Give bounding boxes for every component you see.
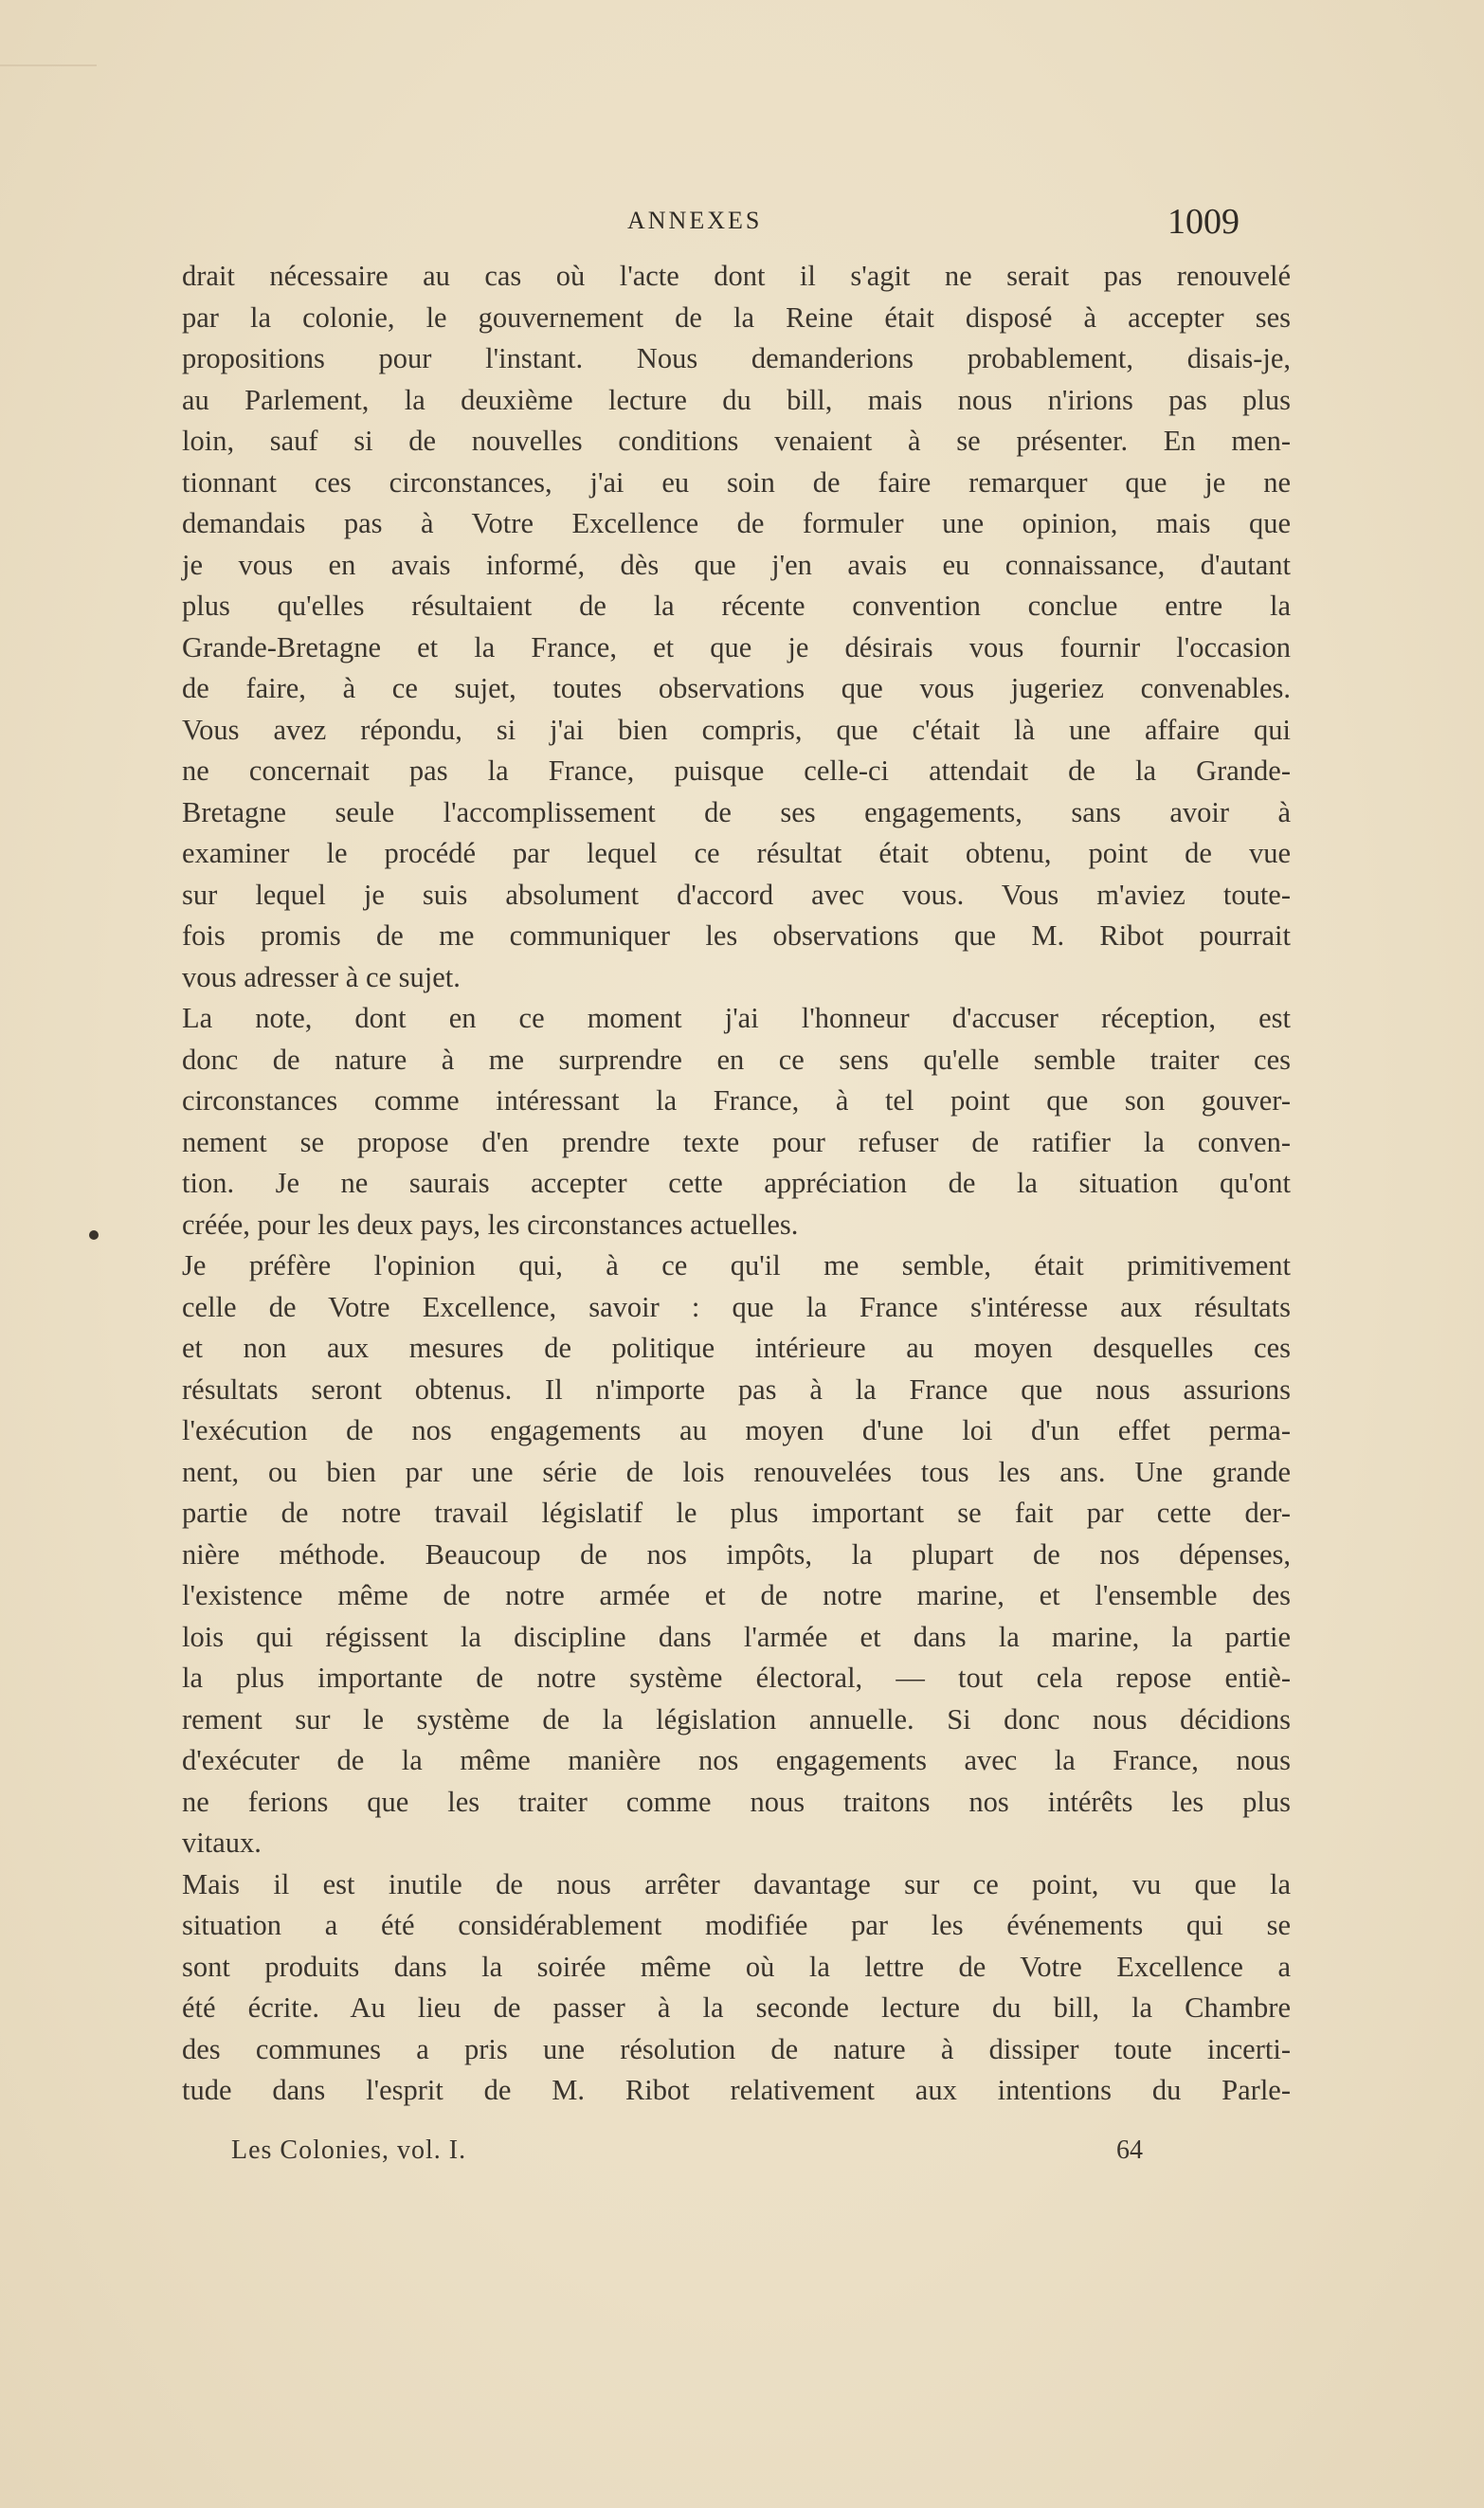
text-line: Bretagne seule l'accomplissement de ses engagements, sans avoir à	[182, 795, 1291, 828]
text-line: nière méthode. Beaucoup de nos impôts, la plupart de nos dépenses,	[182, 1537, 1291, 1571]
page-edge-mark	[0, 64, 97, 66]
text-line: sur lequel je suis absolument d'accord avec vous. Vous m'aviez toute-	[182, 878, 1291, 911]
text-line: plus qu'elles résultaient de la récente convention conclue entre la	[182, 590, 1291, 622]
text-line: l'exécution de nos engagements au moyen d'une loi d'un effet perma-	[182, 1414, 1291, 1446]
text-line: nent, ou bien par une série de lois renouvelées tous les ans. Une grande	[182, 1455, 1291, 1488]
text-line: été écrite. Au lieu de passer à la seconde lecture du bill, la Chambre	[182, 1991, 1291, 2024]
text-line: situation a été considérablement modifiée par les événements qui se	[182, 1909, 1291, 1941]
text-line: loin, sauf si de nouvelles conditions venaient à se présenter. En men-	[182, 425, 1291, 457]
text-line: demandais pas à Votre Excellence de formuler une opinion, mais que	[182, 507, 1291, 539]
text-line: par la colonie, le gouvernement de la Reine était disposé à accepter ses	[182, 300, 1291, 334]
text-line: d'exécuter de la même manière nos engagements avec la France, nous	[182, 1744, 1291, 1776]
text-line: vous adresser à ce sujet.	[182, 960, 461, 993]
text-line: vitaux.	[182, 1826, 262, 1859]
body-text	[182, 256, 1291, 2112]
page-footer	[0, 2135, 1484, 2173]
margin-mark	[89, 1230, 99, 1240]
text-line: sont produits dans la soirée même où la lettre de Votre Excellence a	[182, 1950, 1291, 1983]
page-number: 1009	[1167, 202, 1240, 242]
text-line: Mais il est inutile de nous arrêter davantage sur ce point, vu que la	[182, 1867, 1291, 1900]
text-line: l'existence même de notre armée et de notre marine, et l'ensemble des	[182, 1579, 1291, 1611]
text-line: au Parlement, la deuxième lecture du bill, mais nous n'irions pas plus	[182, 383, 1291, 416]
text-line: Je préfère l'opinion qui, à ce qu'il me semble, était primitivement	[182, 1249, 1291, 1281]
text-line: circonstances comme intéressant la France, à tel point que son gouver-	[182, 1084, 1291, 1117]
text-line: tion. Je ne saurais accepter cette appréciation de la situation qu'ont	[182, 1167, 1291, 1199]
text-line: rement sur le système de la législation annuelle. Si donc nous décidions	[182, 1702, 1291, 1736]
text-line: fois promis de me communiquer les observations que M. Ribot pourrait	[182, 919, 1291, 952]
text-line: ne concernait pas la France, puisque celle-ci attendait de la Grande-	[182, 754, 1291, 787]
text-line: examiner le procédé par lequel ce résultat était obtenu, point de vue	[182, 837, 1291, 869]
text-line: tionnant ces circonstances, j'ai eu soin de faire remarquer que je ne	[182, 465, 1291, 499]
text-line: La note, dont en ce moment j'ai l'honneur d'accuser réception, est	[182, 1002, 1291, 1034]
text-line: propositions pour l'instant. Nous demanderions probablement, disais-je,	[182, 342, 1291, 374]
text-line: ne ferions que les traiter comme nous traitons nos intérêts les plus	[182, 1785, 1291, 1818]
running-head: ANNEXES	[627, 207, 763, 234]
text-line: des communes a pris une résolution de nature à dissiper toute incerti-	[182, 2032, 1291, 2065]
text-line: Grande-Bretagne et la France, et que je désirais vous fournir l'occasion	[182, 630, 1291, 663]
text-line: et non aux mesures de politique intérieure au moyen desquelles ces	[182, 1332, 1291, 1364]
text-line: donc de nature à me surprendre en ce sens qu'elle semble traiter ces	[182, 1043, 1291, 1076]
text-line: tude dans l'esprit de M. Ribot relativement aux intentions du Parle-	[182, 2074, 1291, 2106]
text-line: la plus importante de notre système électoral, — tout cela repose entiè-	[182, 1662, 1291, 1694]
text-line: créée, pour les deux pays, les circonstances actuelles.	[182, 1208, 799, 1241]
text-line: drait nécessaire au cas où l'acte dont il s'agit ne serait pas renouvelé	[182, 260, 1291, 292]
text-line: nement se propose d'en prendre texte pour refuser de ratifier la conven-	[182, 1125, 1291, 1158]
text-line: celle de Votre Excellence, savoir : que la France s'intéresse aux résultats	[182, 1290, 1291, 1323]
text-line: je vous en avais informé, dès que j'en avais eu connaissance, d'autant	[182, 548, 1291, 581]
signature-mark: 64	[1116, 2135, 1143, 2165]
text-line: résultats seront obtenus. Il n'importe pas à la France que nous assurions	[182, 1372, 1291, 1406]
text-line: partie de notre travail législatif le plus important se fait par cette der-	[182, 1497, 1291, 1529]
page-header	[0, 201, 1484, 248]
text-line: Vous avez répondu, si j'ai bien compris, que c'était là une affaire qui	[182, 713, 1291, 746]
text-line: de faire, à ce sujet, toutes observations que vous jugeriez convenables.	[182, 672, 1291, 704]
footer-source: Les Colonies, vol. I.	[231, 2135, 467, 2165]
text-line: lois qui régissent la discipline dans l'armée et dans la marine, la partie	[182, 1620, 1291, 1653]
